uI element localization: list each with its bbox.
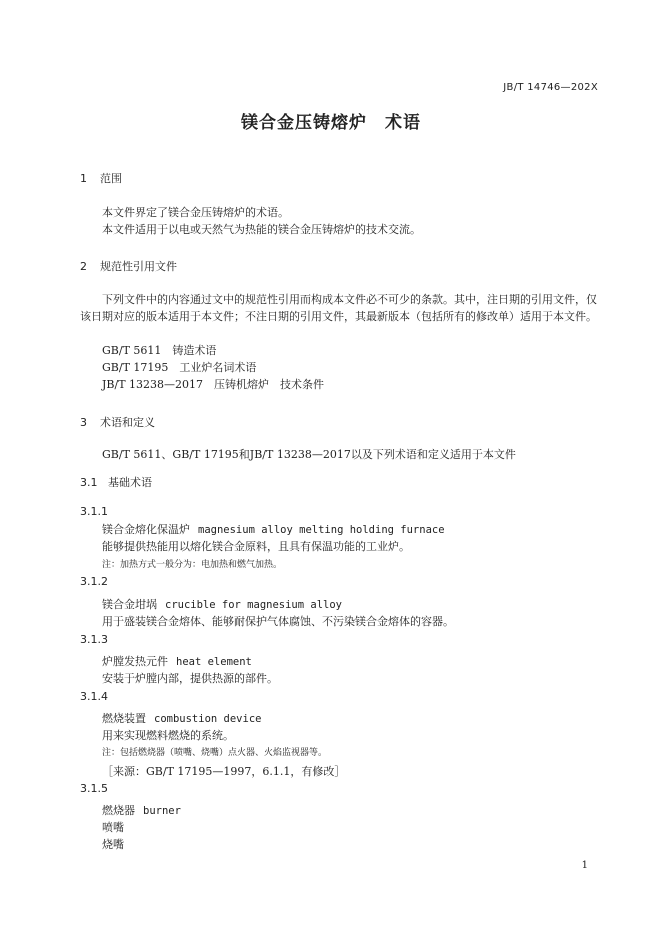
term-entry [102, 596, 342, 612]
section-3-heading [80, 414, 155, 430]
term-source: ［来源：GB/T 17195—1997，6.1.1，有修改］ [102, 765, 346, 778]
term-number: 3.1.4 [80, 690, 108, 703]
subsection-heading [80, 474, 152, 490]
term-number: 3.1.5 [80, 782, 108, 795]
term-en: burner [143, 805, 181, 817]
term-definition: 用于盛装镁合金熔体、能够耐保护气体腐蚀、不污染镁合金熔体的容器。 [102, 615, 454, 628]
page-number: 1 [581, 860, 588, 871]
term-zh: 镁合金熔化保温炉 [102, 523, 190, 536]
term-definition: 安装于炉膛内部，提供热源的部件。 [102, 672, 278, 685]
term-entry [102, 802, 181, 818]
section-title: 范围 [100, 172, 122, 185]
section-title: 规范性引用文件 [100, 260, 177, 273]
term-definition: 用来实现燃料燃烧的系统。 [102, 729, 234, 742]
term-zh: 燃烧装置 [102, 712, 146, 725]
term-number: 3.1.2 [80, 575, 108, 588]
term-entry [102, 653, 252, 669]
section-2-heading [80, 258, 177, 274]
term-synonym: 烧嘴 [102, 838, 124, 851]
subsection-title: 基础术语 [108, 476, 152, 489]
document-title: 镁合金压铸熔炉 术语 [241, 113, 421, 133]
section-1-heading [80, 170, 122, 186]
term-zh: 燃烧器 [102, 804, 135, 817]
reference-item: GB/T 5611 铸造术语 [102, 344, 217, 357]
paragraph: 本文件界定了镁合金压铸熔炉的术语。 [102, 206, 289, 219]
term-en: heat element [176, 656, 252, 668]
reference-item: GB/T 17195 工业炉名词术语 [102, 361, 257, 374]
section-number: 3 [80, 416, 87, 429]
document-code: JB/T 14746—202X [503, 82, 598, 93]
paragraph: GB/T 5611、GB/T 17195和JB/T 13238—2017以及下列术语和定义适用于本文件 [102, 448, 516, 461]
section-number: 1 [80, 172, 87, 185]
paragraph: 下列文件中的内容通过文中的规范性引用而构成本文件必不可少的条款。其中，注日期的引用文件，仅该日期对应的版本适用于本文件；不注日期的引用文件，其最新版本（包括所有的修改单）适用于本文件。 [80, 293, 597, 323]
term-note: 注：加热方式一般分为：电加热和燃气加热。 [102, 560, 283, 570]
reference-item: JB/T 13238—2017 压铸机熔炉 技术条件 [102, 378, 325, 391]
subsection-number: 3.1 [80, 476, 98, 489]
term-number: 3.1.3 [80, 633, 108, 646]
term-en: crucible for magnesium alloy [165, 599, 343, 611]
term-zh: 炉膛发热元件 [102, 655, 168, 668]
term-synonym: 喷嘴 [102, 821, 124, 834]
term-note: 注：包括燃烧器（喷嘴、烧嘴）点火器、火焰监视器等。 [102, 748, 328, 758]
section-number: 2 [80, 260, 87, 273]
term-definition: 能够提供热能用以熔化镁合金原料，且具有保温功能的工业炉。 [102, 540, 410, 553]
term-number: 3.1.1 [80, 505, 108, 518]
paragraph: 本文件适用于以电或天然气为热能的镁合金压铸熔炉的技术交流。 [102, 223, 421, 236]
term-en: magnesium alloy melting holding furnace [198, 524, 445, 536]
term-entry [102, 710, 261, 726]
term-zh: 镁合金坩埚 [102, 598, 157, 611]
section-title: 术语和定义 [100, 416, 155, 429]
term-en: combustion device [154, 713, 262, 725]
term-entry [102, 521, 445, 537]
